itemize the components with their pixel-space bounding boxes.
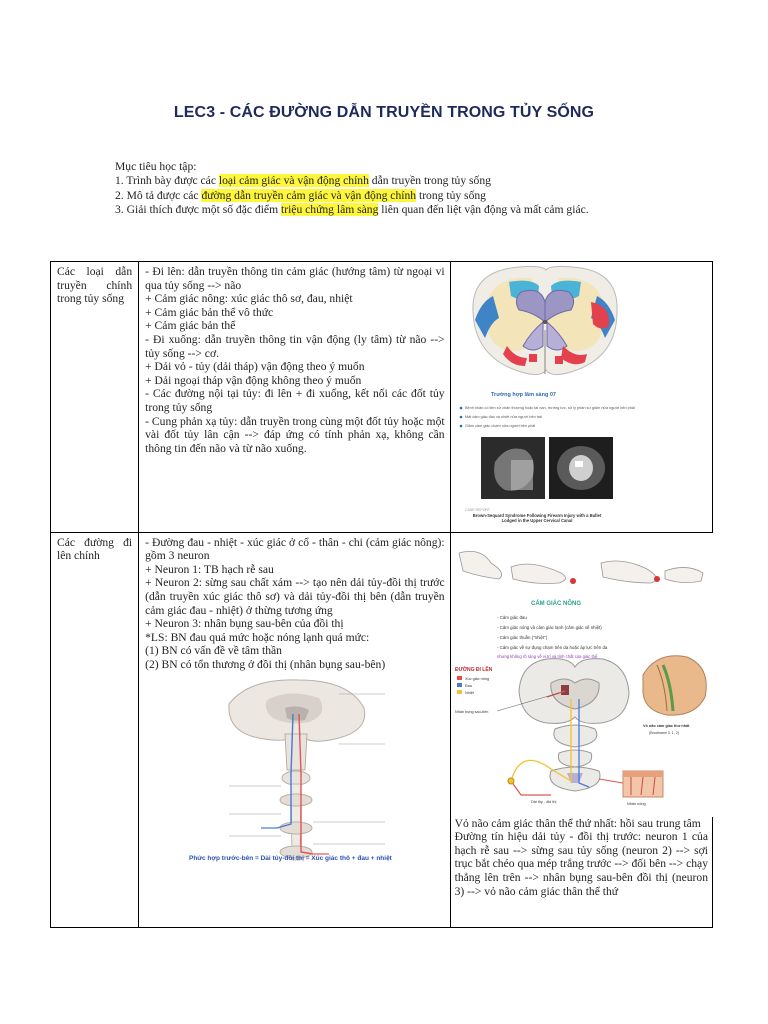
case-report-title: Brown-Sequard Syndrome Following Firearm Injury with a Bullet Lodged in the Upper Cervical Canal [472,513,601,523]
sensation-bullet: - Cảm giác thuần ("nhiệt") [496,634,547,640]
list-item: *LS: BN đau quá mức hoặc nóng lạnh quá mức: [145,630,370,644]
table-row [51,532,713,927]
pathway-item: Xúc giác nông [464,676,489,681]
document-title: LEC3 - CÁC ĐƯỜNG DẪN TRUYỀN TRONG TỦY SỐNG [173,104,595,121]
row1-label: Các loại dẫn truyền chính trong tủy sống [57,265,133,306]
nucleus-label: Nhân bụng sau-bên [454,709,488,714]
tract-label: Dải tủy - đồi thị [530,799,556,804]
receptor-label: Nhân nông [626,801,646,806]
sensation-bullet: - Cảm giác về sự đụng chạm trên da hoặc áp lực trên da [496,644,607,650]
list-item: + Cảm giác bản thể [145,319,236,333]
brodmann-label: (Brodmann 3, 1, 2) [648,730,679,735]
list-item: - Cung phản xạ tủy: dẫn truyền trong cùng một đốt tủy hoặc một vài đốt tủy lân cận --> đáp ứng có tính phản xạ, không cần thông tin đến não và từ não xuống. [145,414,445,455]
content-table [50,261,713,928]
list-item: + Cảm giác nông: xúc giác thô sơ, đau, nhiệt [145,292,353,306]
list-item: + Neuron 2: sừng sau chất xám --> tạo nên dải tủy-đồi thị trước (dẫn truyền xúc giác thô sơ) và dải tủy-đồi thị bên (dẫn truyền cảm giác đau - nhiệt) ở thừng tương ứng [145,576,445,617]
pathway-item: Nhiệt [464,690,474,695]
objectives-heading: Mục tiêu học tập: [115,160,197,173]
row2-content-cell [139,532,450,927]
row-label-cell [51,262,139,533]
list-item: - Các đường nội tại tủy: đi lên + đi xuống, kết nối các đốt tủy trong tủy sống [145,387,445,414]
objective-item-3: 3. Giải thích được một số đặc điểm triệu chứng lâm sàng liên quan đến liệt vận động và mất cảm giác. [115,203,589,217]
learning-objectives [115,160,655,218]
case-report-label: CASE REPORT [464,508,490,512]
row2-label: Các đường đi lên chính [57,535,133,563]
objective-highlight-3: triệu chứng lâm sàng [281,203,379,217]
superficial-sensation-title: CẢM GIÁC NÔNG [530,600,581,607]
sensation-bullet: - Cảm giác đau [496,614,527,620]
objective-item-1: 1. Trình bày được các loại cảm giác và vận động chính dẫn truyền trong tủy sống [115,174,491,188]
objective-highlight-1: loại cảm giác và vận động chính [218,174,369,188]
list-item: (2) BN có tổn thương ở đồi thị (nhân bụng sau-bên) [145,657,386,671]
list-item: + Cảm giác bản thể vô thức [145,305,274,319]
objective-item-2: 2. Mô tả được các đường dẫn truyền cảm giác và vận động chính trong tủy sống [115,188,486,202]
clinical-case-heading: Trường hợp lâm sàng 07 [490,392,556,398]
sensation-bullet: - Cảm giác nóng và cảm giác lạnh (cảm giác về nhiệt) [496,624,602,630]
row2-image-cell [450,532,712,927]
figure-caption: Phức hợp trước-bên = Dải tủy-đồi thị = Xúc giác thô + đau + nhiệt [189,854,392,862]
row1-content-cell [139,262,450,533]
row2-explanation [451,817,712,899]
pathway-item: Đau [464,683,472,688]
list-item: - Đi lên: dẫn truyền thông tin cảm giác (hướng tâm) từ ngoại vi qua tủy sống --> não [145,265,445,292]
list-item: + Dải vỏ - tủy (dải tháp) vận động theo ý muốn [145,360,365,374]
sensation-bullet: nhưng không rõ ràng về vị trí và tính chất của giác thể [496,653,597,659]
spinal-cord-cross-section-figure [451,262,713,528]
pathway-label: ĐƯỜNG ĐI LÊN [454,666,492,673]
spinal-cord-section-image [472,266,616,374]
list-item: + Neuron 3: nhân bụng sau-bên của đồi thị [145,617,344,631]
cortex-label: Vỏ não cảm giác thứ nhất [642,723,690,728]
list-item: + Dải ngoại tháp vận động không theo ý muốn [145,373,362,387]
list-item: - Đi xuống: dẫn truyền thông tin vận động (ly tâm) từ não --> tủy sống --> cơ. [145,332,445,360]
row-label-cell [51,532,139,927]
list-item: (1) BN có vấn đề về tâm thần [145,644,282,658]
anterolateral-pathway-figure [189,674,419,870]
clinical-case-bullet: Giảm cảm giác chạm nửa người bên phải [464,424,535,428]
clinical-case-bullet: Bệnh nhân có tiền sử chấn thương hoặc tai nạn, trường lực, sử lý phân sự giảm nửa người bên phải [464,406,635,410]
row1-image-cell [450,262,712,533]
list-item: Vỏ não cảm giác thân thể thứ nhất: hồi sau trung tâm [454,816,701,830]
superficial-sensation-figure [451,533,713,817]
clinical-case-bullet: Mất cảm giác đau và nhiệt nửa người bên trái [464,415,542,419]
table-row [51,262,713,533]
objective-highlight-2: đường dẫn truyền cảm giác và vận động chính [201,188,417,202]
list-item: - Đường đau - nhiệt - xúc giác ở cổ - thân - chi (cảm giác nông): gồm 3 neuron [145,535,445,563]
list-item: + Neuron 1: TB hạch rễ sau [145,562,274,576]
list-item: Đường tín hiệu dải tủy - đồi thị trước: neuron 1 của hạch rễ sau --> sừng sau tủy sống (neuron 2) --> sợi trục bắt chéo qua mép trắng trước --> đối bên --> chạy thẳng lên trên --> nhân bụng sau-bên đồi thị (neuron 3) --> vỏ não cảm giác thân thể thứ [454,830,708,898]
